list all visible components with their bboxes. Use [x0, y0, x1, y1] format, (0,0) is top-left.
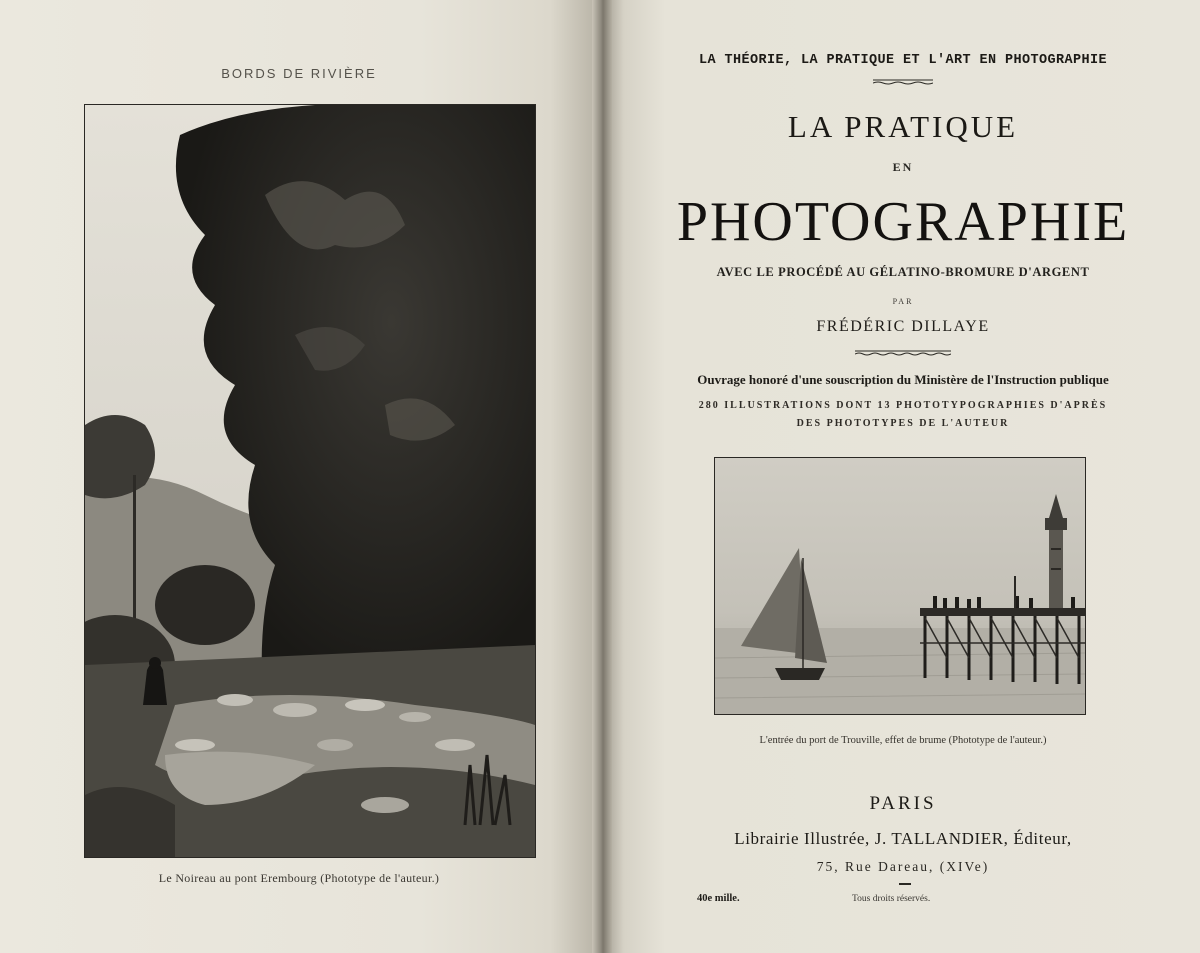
title-line-2: EN	[892, 160, 914, 174]
publication-place: PARIS	[869, 793, 937, 814]
left-plate-caption: Le Noireau au pont Erembourg (Phototype de l'auteur.)	[158, 871, 440, 885]
publisher-address: 75, Rue Dareau, (XIVe)	[816, 859, 990, 874]
publisher-line: Librairie Illustrée, J. TALLANDIER, Éditeur,	[734, 829, 1072, 848]
illustrations-line-1: 280 ILLUSTRATIONS DONT 13 PHOTOTYPOGRAPHIES D'APRÈS	[698, 400, 1108, 411]
ornament-rule	[606, 79, 1200, 85]
edition-count: 40e mille.	[697, 893, 740, 904]
honor-line: Ouvrage honoré d'une souscription du Ministère de l'Instruction publique	[697, 372, 1109, 387]
title-line-1: LA PRATIQUE	[787, 109, 1019, 144]
by-line-label: PAR	[892, 297, 914, 306]
series-title: LA THÉORIE, LA PRATIQUE ET L'ART EN PHOTOGRAPHIE	[698, 53, 1108, 68]
subtitle: AVEC LE PROCÉDÉ AU GÉLATINO-BROMURE D'ARGENT	[716, 265, 1090, 279]
ornament-rule	[606, 350, 1200, 356]
trouville-harbor-plate	[714, 457, 1086, 715]
author-name: FRÉDÉRIC DILLAYE	[816, 318, 990, 335]
title-line-3: PHOTOGRAPHIE	[676, 191, 1130, 253]
divider-rule	[899, 883, 911, 885]
illustrations-line-2: DES PHOTOTYPES DE L'AUTEUR	[796, 418, 1010, 429]
running-head: BORDS DE RIVIÈRE	[221, 66, 377, 81]
right-plate-caption: L'entrée du port de Trouville, effet de brume (Phototype de l'auteur.)	[759, 735, 1047, 746]
rights-notice: Tous droits réservés.	[852, 894, 931, 904]
river-landscape-plate	[84, 104, 536, 858]
